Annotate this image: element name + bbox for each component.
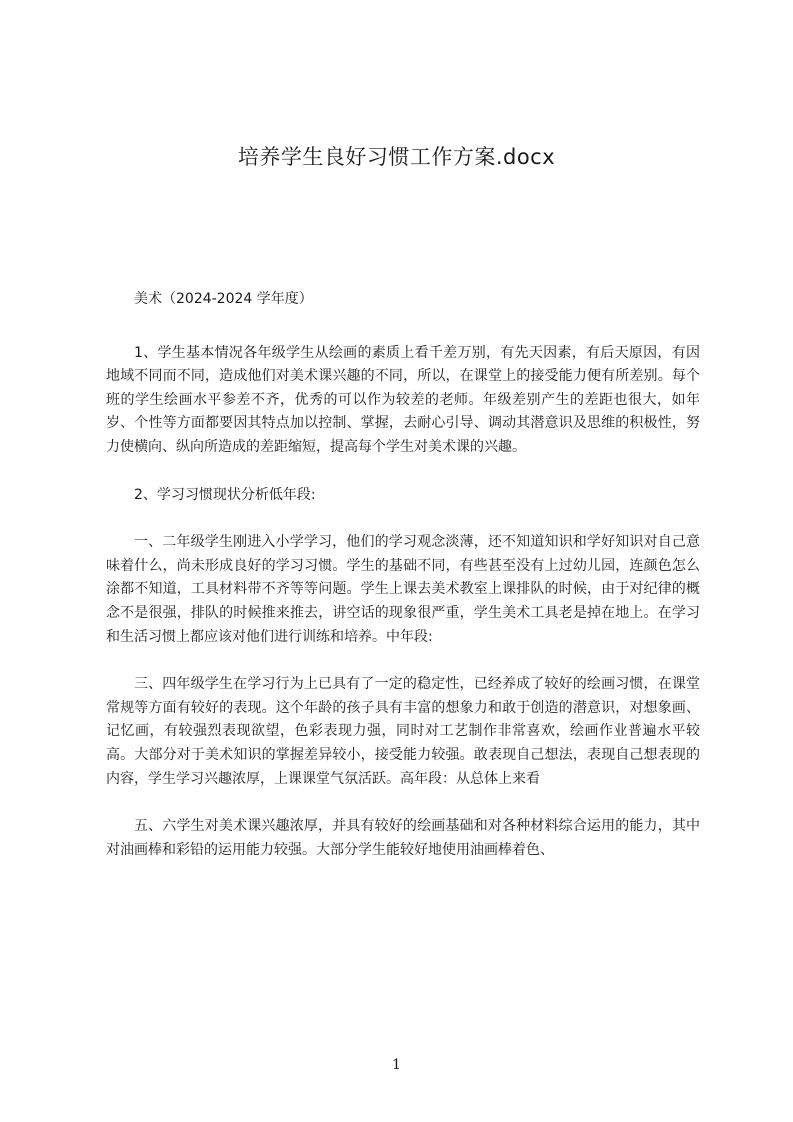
document-body [106,288,700,886]
subject-heading: 美术（2024-2024 学年度） [134,291,313,307]
document-title: 培养学生良好习惯工作方案.docx [237,145,556,169]
paragraph-lower-grades: 一、二年级学生刚进入小学学习，他们的学习观念淡薄，还不知道知识和学好知识对自己意味着什么，尚未形成良好的学习习惯。学生的基础不同，有些甚至没有上过幼儿园，连颜色怎么涂都不知道，工具材料带不齐等等问题。学生上课去美术教室上课排队的时候，由于对纪律的概念不是很强，排队的时候推来推去，讲空话的现象很严重，学生美术工具老是掉在地上。在学习和生活习惯上都应该对他们进行训练和培养。中年段: [106,534,700,645]
page-number: 1 [392,1057,401,1073]
paragraph-student-situation: 1、学生基本情况各年级学生从绘画的素质上看千差万别，有先天因素，有后天原因，有因地域不同而不同，造成他们对美术课兴趣的不同，所以，在课堂上的接受能力便有所差别。每个班的学生绘画水平参差不齐，优秀的可以作为较差的老师。年级差别产生的差距也很大，如年岁、个性等方面都要因其特点加以控制、掌握，去耐心引导、调动其潜意识及思维的积极性，努力使横向、纵向所造成的差距缩短，提高每个学生对美术课的兴趣。 [106,344,700,455]
paragraph-upper-grades: 五、六学生对美术课兴趣浓厚，并具有较好的绘画基础和对各种材料综合运用的能力，其中对油画棒和彩铅的运用能力较强。大部分学生能较好地使用油画棒着色、 [106,818,700,858]
paragraph-middle-grades: 三、四年级学生在学习行为上已具有了一定的稳定性，已经养成了较好的绘画习惯，在课堂常规等方面有较好的表现。这个年龄的孩子具有丰富的想象力和敢于创造的潜意识，对想象画、记忆画，有较强烈表现欲望，色彩表现力强，同时对工艺制作非常喜欢，绘画作业普遍水平较高。大部分对于美术知识的掌握差异较小，接受能力较强。敢表现自己想法，表现自己想表现的内容，学生学习兴趣浓厚，上课课堂气氛活跃。高年段：从总体上来看 [106,676,700,787]
paragraph-habit-analysis-heading: 2、学习习惯现状分析低年段: [134,486,316,503]
